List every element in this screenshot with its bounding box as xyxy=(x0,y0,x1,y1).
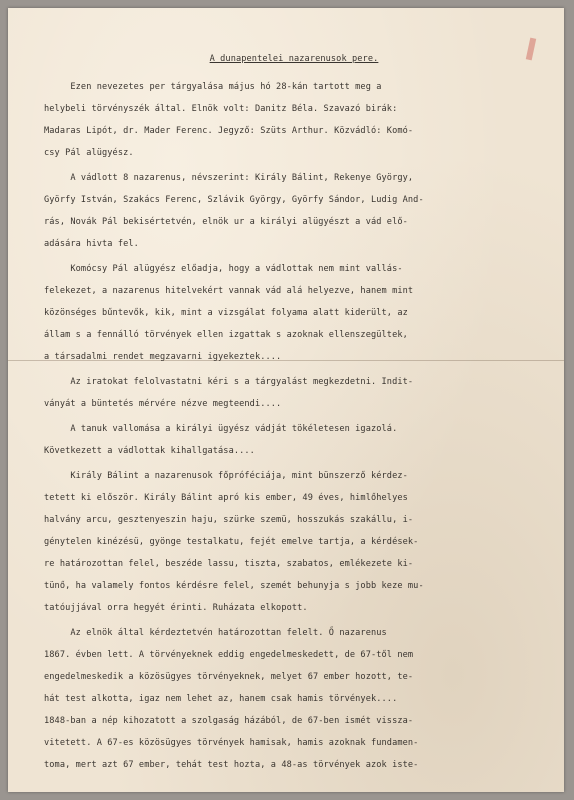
text-line: Ezen nevezetes per tárgyalása május hó 28-kán tartott meg a xyxy=(44,82,382,92)
text-line: adására hivta fel. xyxy=(44,239,139,249)
paragraph xyxy=(44,371,544,415)
document-page xyxy=(8,8,564,792)
text-line: A tanuk vallomása a királyi ügyész vádját tökéletesen igazolá. xyxy=(44,424,398,434)
text-line: 1867. évben lett. A törvényeknek eddig engedelmeskedett, de 67-től nem xyxy=(44,650,414,660)
text-line: tatóujjával orra hegyét érinti. Ruházata elkopott. xyxy=(44,603,308,613)
text-line: 1848-ban a nép kihozatott a szolgaság házából, de 67-ben ismét vissza- xyxy=(44,716,414,726)
paragraph xyxy=(44,258,544,368)
text-line: vitetett. A 67-es közösügyes törvények hamisak, hamis azoknak fundamen- xyxy=(44,738,419,748)
text-line: ványát a büntetés mérvére nézve megteendi.... xyxy=(44,399,282,409)
text-line: hát test alkotta, igaz nem lehet az, hanem csak hamis törvények.... xyxy=(44,694,398,704)
text-line: engedelmeskedik a közösügyes törvényeknek, melyet 67 ember hozott, te- xyxy=(44,672,414,682)
text-line: halvány arcu, gesztenyeszin haju, szürke szemü, hosszukás szakállu, i- xyxy=(44,515,414,525)
paragraph xyxy=(44,465,544,619)
text-line: rás, Novák Pál bekisértetvén, elnök ur a királyi alügyészt a vád elő- xyxy=(44,217,408,227)
text-line: tetett ki először. Király Bálint apró kis ember, 49 éves, himlőhelyes xyxy=(44,493,408,503)
text-line: Komócsy Pál alügyész előadja, hogy a vádlottak nem mint vallás- xyxy=(44,264,403,274)
document-title: A dunapentelei nazarenusok pere. xyxy=(209,54,379,64)
text-line: toma, mert azt 67 ember, tehát test hozta, a 48-as törvények azok iste- xyxy=(44,760,419,770)
paragraph xyxy=(44,167,544,255)
paragraph xyxy=(44,418,544,462)
text-line: Az iratokat felolvastatni kéri s a tárgyalást megkezdetni. Indit- xyxy=(44,377,414,387)
text-line: A vádlott 8 nazarenus, névszerint: Király Bálint, Rekenye György, xyxy=(44,173,414,183)
text-line: Következett a vádlottak kihallgatása.... xyxy=(44,446,255,456)
text-line: re határozottan felel, beszéde lassu, tiszta, szabatos, emlékezete ki- xyxy=(44,559,414,569)
text-line: génytelen kinézésü, gyönge testalkatu, fejét emelve tartja, a kérdések- xyxy=(44,537,419,547)
text-line: tünő, ha valamely fontos kérdésre felel, szemét behunyja s jobb keze mu- xyxy=(44,581,424,591)
text-line: csy Pál alügyész. xyxy=(44,148,134,158)
paragraph xyxy=(44,76,544,164)
text-line: Az elnök által kérdeztetvén határozottan felelt. Ő nazarenus xyxy=(44,628,387,638)
text-line: helybeli törvényszék által. Elnök volt: Danitz Béla. Szavazó birák: xyxy=(44,104,398,114)
text-line: Király Bálint a nazarenusok főpróféciája, mint bünszerző kérdez- xyxy=(44,471,408,481)
text-line: Madaras Lipót, dr. Mader Ferenc. Jegyző: Szüts Arthur. Közvádló: Komó- xyxy=(44,126,414,136)
paragraph xyxy=(44,622,544,776)
text-line: közönséges bűntevők, kik, mint a vizsgálat folyama alatt kiderült, az xyxy=(44,308,408,318)
text-line: állam s a fennálló törvények ellen izgattak s azoknak ellenszegültek, xyxy=(44,330,408,340)
text-line: felekezet, a nazarenus hitelvekért vannak vád alá helyezve, hanem mint xyxy=(44,286,414,296)
text-line: Györfy István, Szakács Ferenc, Szlávik György, Györfy Sándor, Ludig And- xyxy=(44,195,424,205)
paragraph-container xyxy=(44,76,544,776)
text-line: a társadalmi rendet megzavarni igyekeztek.... xyxy=(44,352,282,362)
document-body xyxy=(44,48,544,776)
